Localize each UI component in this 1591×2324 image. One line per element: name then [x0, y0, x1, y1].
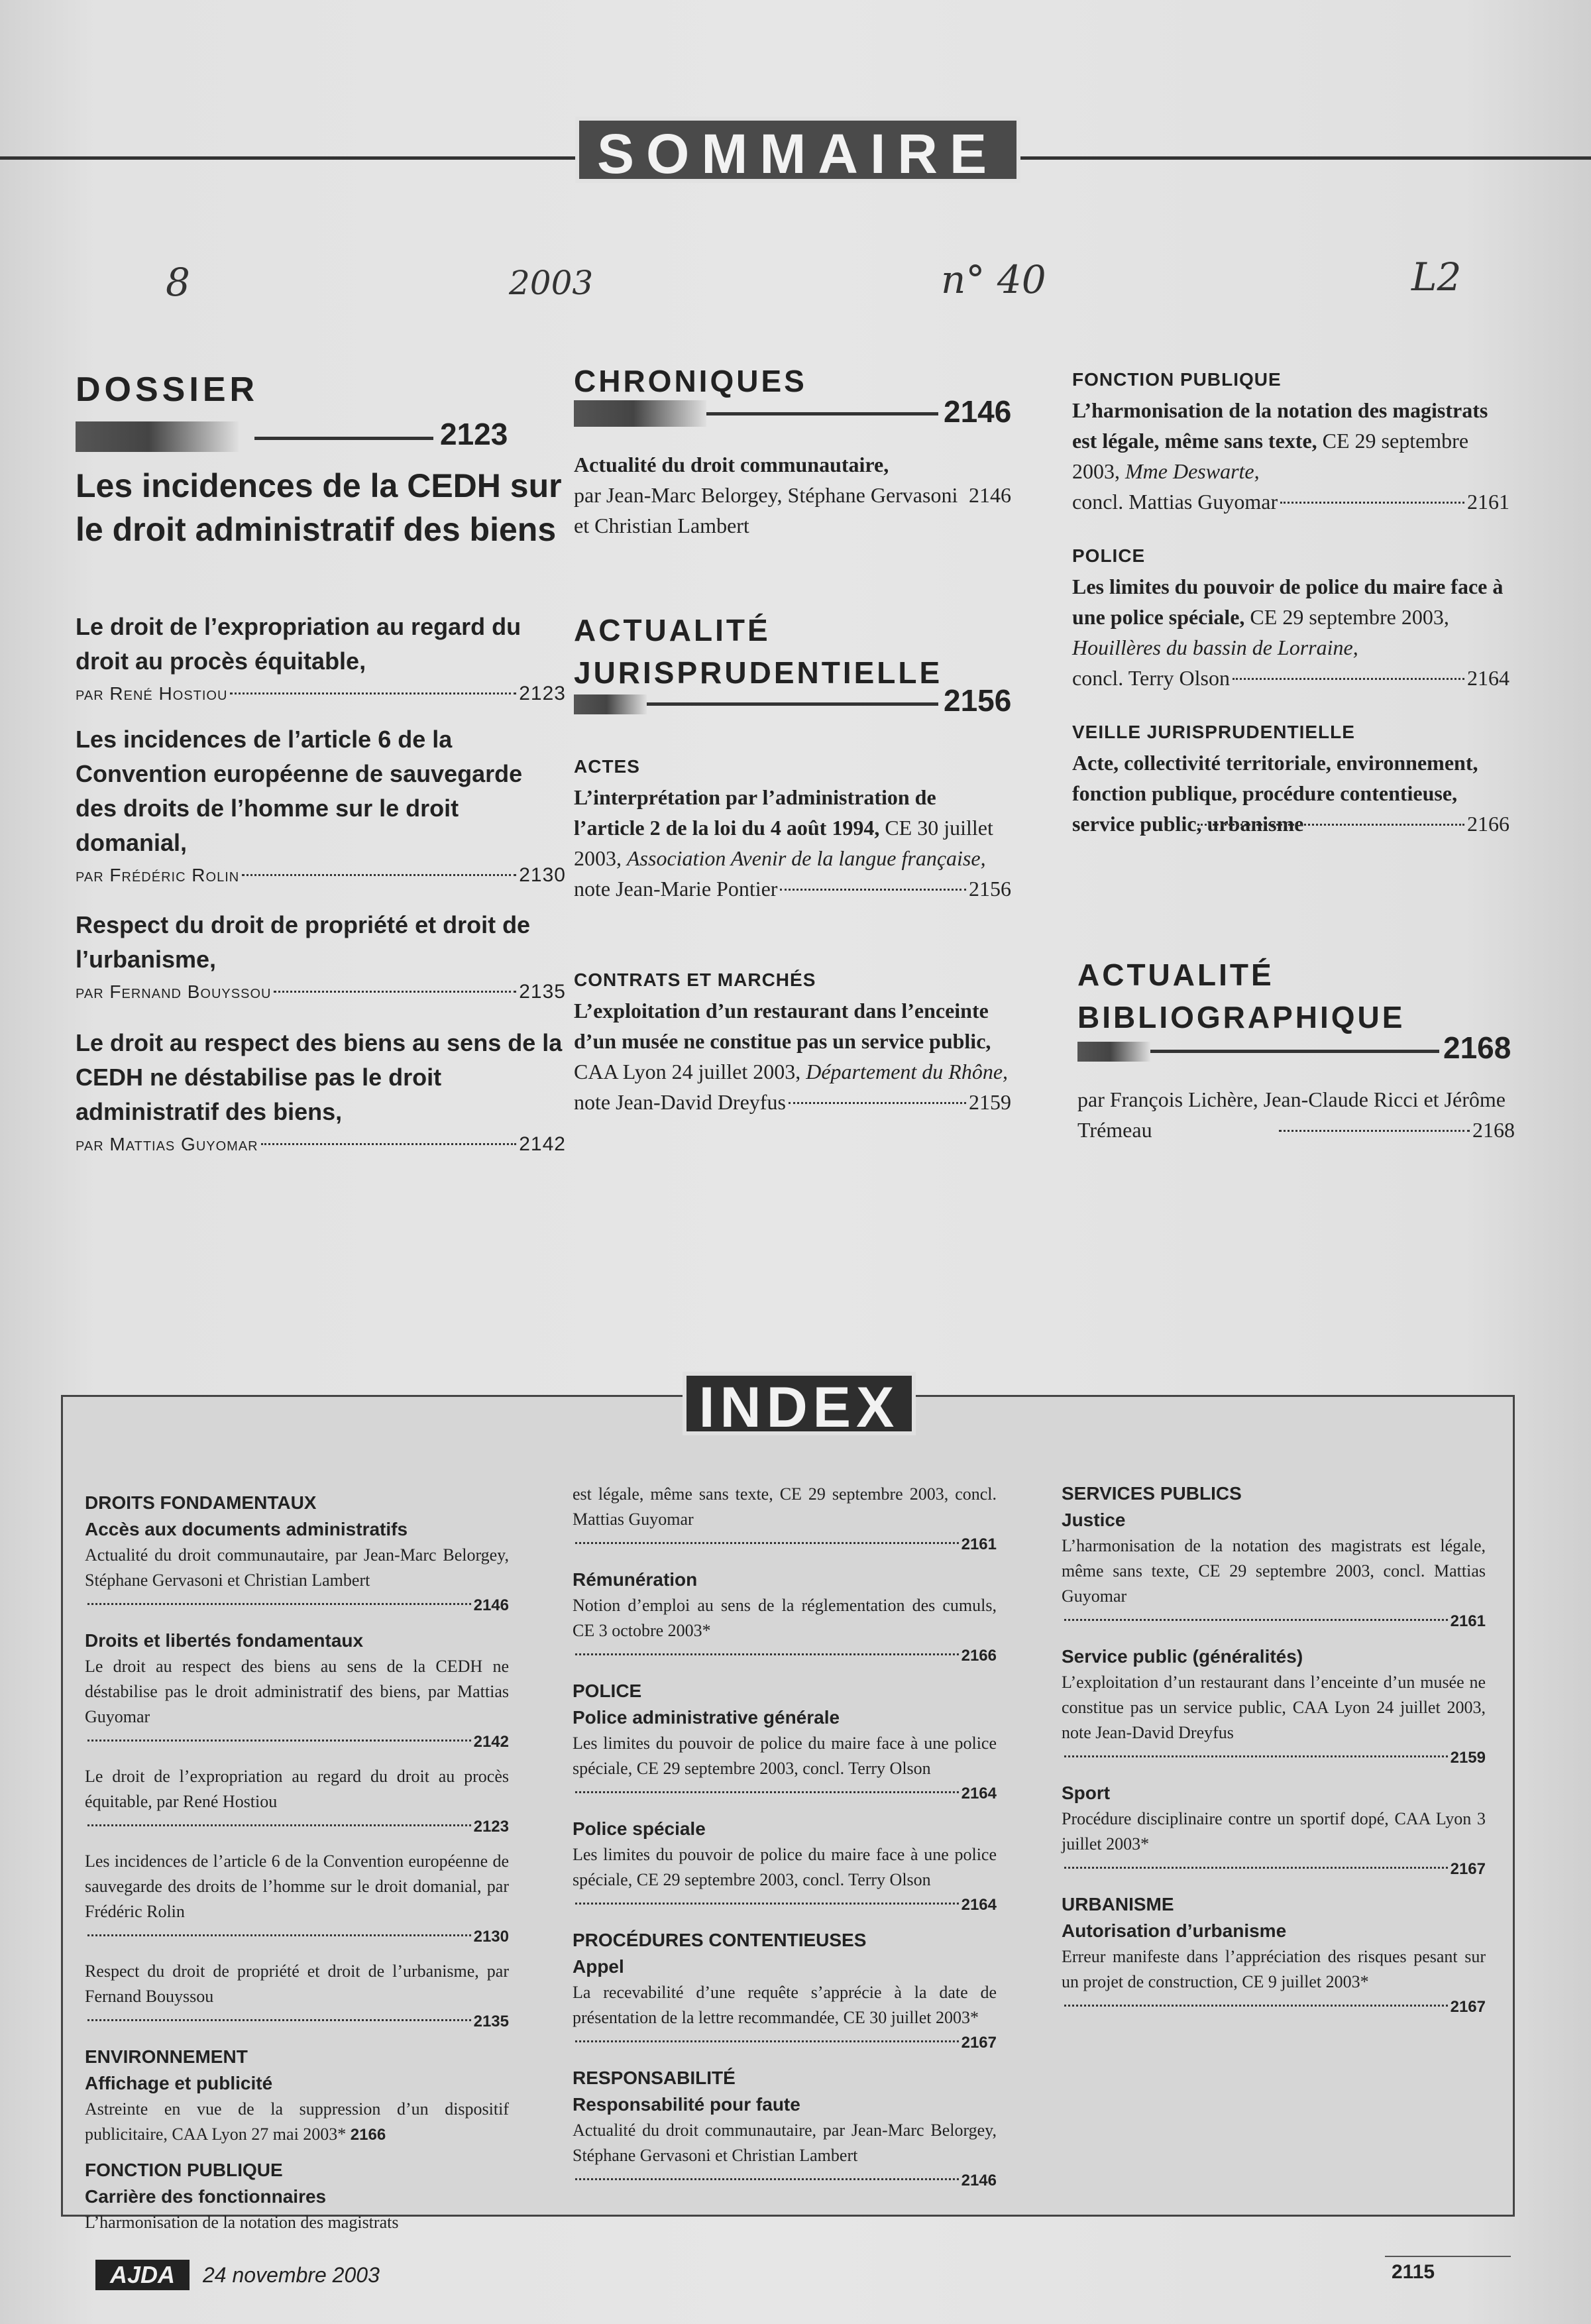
index-page: 2130	[473, 1928, 509, 1946]
entry-page: 2146	[969, 483, 1011, 507]
entry-note: concl. Terry Olson	[1072, 666, 1230, 690]
index-subcategory: Police administrative générale	[573, 1707, 840, 1728]
index-page: 2135	[473, 2013, 509, 2030]
index-page: 2159	[1450, 1749, 1486, 1767]
entry-category: VEILLE JURISPRUDENTIELLE	[1072, 722, 1355, 742]
entry-party: Mme Deswarte,	[1125, 459, 1260, 483]
jurisprudence-entry-1[interactable]	[574, 751, 1011, 904]
chroniques-entry[interactable]	[574, 449, 1011, 541]
index-column-1	[85, 1482, 509, 2244]
index-text: Le droit au respect des biens au sens de la CEDH ne déstabilise pas le droit administratif des biens, par Mattias Guyomar	[85, 1657, 509, 1726]
index-page: 2166	[350, 2126, 386, 2144]
entry-title: Acte, collectivité territoriale, environnement, fonction publique, procédure contentieuse, service public, urbanisme	[1072, 751, 1478, 836]
index-entry[interactable]	[1062, 1643, 1486, 1771]
index-category: FONCTION PUBLIQUE	[85, 2160, 283, 2180]
entry-party: Association Avenir de la langue française,	[627, 846, 986, 870]
dossier-article-4[interactable]	[76, 1026, 566, 1160]
biblio-bar	[1077, 1042, 1150, 1062]
index-text: Respect du droit de propriété et droit de l’urbanisme, par Fernand Bouyssou	[85, 1962, 509, 2006]
jurisprudence-bar	[574, 694, 647, 714]
index-subcategory: Accès aux documents administratifs	[85, 1519, 408, 1539]
journal-logo: AJDA	[95, 2260, 190, 2290]
index-subcategory: Appel	[573, 1956, 624, 1977]
index-subcategory: Responsabilité pour faute	[573, 2094, 800, 2115]
issue-date: 24 novembre 2003	[203, 2263, 380, 2287]
jurisprudence-label-1: ACTUALITÉ	[574, 613, 771, 647]
dossier-article-1[interactable]	[76, 610, 566, 709]
index-subcategory: Sport	[1062, 1783, 1111, 1803]
index-page: 2167	[961, 2034, 997, 2052]
dossier-headline: Les incidences de la CEDH sur le droit administratif des biens	[76, 467, 562, 548]
index-page: 2164	[961, 1785, 997, 1802]
entry-authors: par Jean-Marc Belorgey, Stéphane Gervasoni et Christian Lambert	[574, 483, 958, 537]
index-page: 2146	[961, 2172, 997, 2189]
index-text: Le droit de l’expropriation au regard du droit au procès équitable, par René Hostiou	[85, 1767, 509, 1811]
entry-party: Département du Rhône,	[806, 1060, 1009, 1083]
index-page: 2167	[1450, 1998, 1486, 2016]
article-page: 2135	[519, 981, 566, 1003]
index-entry[interactable]	[85, 1959, 509, 2034]
index-subcategory: Affichage et publicité	[85, 2073, 273, 2093]
index-text: est légale, même sans texte, CE 29 septembre 2003, concl. Mattias Guyomar	[573, 1484, 997, 1529]
entry-party: Houillères du bassin de Lorraine,	[1072, 636, 1358, 659]
entry-page: 2156	[969, 877, 1011, 901]
index-text: Actualité du droit communautaire, par Jean-Marc Belorgey, Stéphane Gervasoni et Christian Lambert	[85, 1545, 509, 1590]
jurisprudence-entry-2[interactable]	[574, 965, 1011, 1117]
index-category: DROITS FONDAMENTAUX	[85, 1492, 317, 1513]
biblio-page: 2168	[1443, 1030, 1511, 1065]
index-entry[interactable]	[1062, 1891, 1486, 2020]
jurisprudence-rule	[647, 702, 938, 706]
dossier-bar	[76, 421, 239, 452]
entry-title: Les limites du pouvoir de police du maire face à une police spéciale,	[1072, 575, 1504, 629]
index-page: 2146	[473, 1596, 509, 1614]
index-page: 2167	[1450, 1860, 1486, 1878]
right-entry-3[interactable]	[1072, 717, 1509, 839]
index-subcategory: Autorisation d’urbanisme	[1062, 1920, 1287, 1941]
entry-note: note Jean-David Dreyfus	[574, 1090, 786, 1114]
jurisprudence-page: 2156	[944, 683, 1012, 718]
index-entry[interactable]	[85, 1764, 509, 1840]
chroniques-bar	[574, 400, 706, 427]
entry-category: CONTRATS ET MARCHÉS	[574, 969, 816, 990]
entry-page: 2161	[1467, 490, 1509, 514]
entry-ref: CE 30 juillet 2003,	[574, 816, 993, 870]
index-subcategory: Rémunération	[573, 1569, 698, 1590]
index-entry[interactable]	[573, 1927, 997, 2056]
handwriting-note-4: L2	[1411, 254, 1462, 300]
article-page: 2123	[519, 683, 566, 704]
biblio-entry[interactable]	[1077, 1084, 1515, 1145]
entry-authors: par François Lichère, Jean-Claude Ricci et Jérôme Trémeau	[1077, 1087, 1506, 1142]
dossier-label: DOSSIER	[76, 370, 259, 409]
index-category: POLICE	[573, 1681, 642, 1701]
entry-category: FONCTION PUBLIQUE	[1072, 369, 1282, 390]
index-subcategory: Service public (généralités)	[1062, 1646, 1303, 1667]
entry-page: 2168	[1472, 1118, 1515, 1142]
entry-ref: CAA Lyon 24 juillet 2003,	[574, 1060, 801, 1083]
dossier-rule	[254, 437, 433, 440]
index-text: Procédure disciplinaire contre un sportif dopé, CAA Lyon 3 juillet 2003*	[1062, 1809, 1486, 1854]
article-author: par Frédéric Rolin	[76, 865, 240, 885]
dossier-article-2[interactable]	[76, 722, 566, 891]
article-author: par Fernand Bouyssou	[76, 981, 272, 1002]
article-page: 2130	[519, 864, 566, 886]
index-category: RESPONSABILITÉ	[573, 2068, 736, 2088]
article-page: 2142	[519, 1133, 566, 1155]
index-subcategory: Droits et libertés fondamentaux	[85, 1630, 364, 1651]
index-text: L’harmonisation de la notation des magistrats est légale, même sans texte, CE 29 septembre 2003, concl. Mattias Guyomar	[1062, 1536, 1486, 1606]
sommaire-title: SOMMAIRE	[575, 117, 1020, 183]
article-title: Le droit de l’expropriation au regard du droit au procès équitable,	[76, 613, 521, 675]
index-text: L’exploitation d’un restaurant dans l’enceinte d’un musée ne constitue pas un service public, CAA Lyon 24 juillet 2003, note Jean-David Dreyfus	[1062, 1673, 1486, 1742]
article-title: Le droit au respect des biens au sens de la CEDH ne déstabilise pas le droit administratif des biens,	[76, 1029, 563, 1125]
index-subcategory: Carrière des fonctionnaires	[85, 2186, 327, 2207]
page-number: 2115	[1392, 2261, 1435, 2283]
entry-category: ACTES	[574, 756, 640, 777]
index-subcategory: Police spéciale	[573, 1818, 706, 1839]
index-page: 2161	[1450, 1612, 1486, 1630]
footer-rule	[1385, 2256, 1511, 2257]
chroniques-label: CHRONIQUES	[574, 364, 807, 398]
entry-title: Actualité du droit communautaire,	[574, 453, 889, 476]
index-title: INDEX	[683, 1372, 916, 1435]
article-author: par René Hostiou	[76, 683, 228, 704]
biblio-label-1: ACTUALITÉ	[1077, 958, 1274, 992]
index-entry[interactable]	[85, 1628, 509, 1755]
entry-page: 2159	[969, 1090, 1011, 1114]
right-entry-1[interactable]	[1072, 364, 1509, 517]
article-title: Respect du droit de propriété et droit de l’urbanisme,	[76, 911, 531, 973]
article-title: Les incidences de l’article 6 de la Convention européenne de sauvegarde des droits de l’homme sur le droit domanial,	[76, 726, 523, 856]
index-subcategory: Justice	[1062, 1510, 1126, 1530]
entry-ref: CE 29 septembre 2003,	[1250, 605, 1449, 629]
entry-category: POLICE	[1072, 545, 1146, 566]
index-text: La recevabilité d’une requête s’apprécie à la date de présentation de la lettre recommandée, CE 30 juillet 2003*	[573, 1983, 997, 2027]
index-category: PROCÉDURES CONTENTIEUSES	[573, 1930, 867, 1950]
index-category: SERVICES PUBLICS	[1062, 1483, 1242, 1504]
index-entry[interactable]	[1062, 1780, 1486, 1882]
index-page: 2123	[473, 1818, 509, 1836]
index-column-2	[573, 1482, 997, 2203]
entry-title: L’interprétation par l’administration de l’article 2 de la loi du 4 août 1994,	[574, 785, 936, 840]
dossier-page: 2123	[440, 417, 508, 451]
index-column-3	[1062, 1472, 1486, 2029]
index-category: URBANISME	[1062, 1894, 1174, 1914]
handwriting-note-1: 8	[166, 260, 190, 305]
index-text: L’harmonisation de la notation des magistrats	[85, 2213, 399, 2232]
index-entry[interactable]	[573, 1816, 997, 1918]
right-entry-2[interactable]	[1072, 541, 1509, 693]
index-entry[interactable]	[85, 1849, 509, 1950]
entry-title: L’exploitation d’un restaurant dans l’enceinte d’un musée ne constitue pas un service public,	[574, 999, 991, 1053]
index-entry[interactable]	[573, 2065, 997, 2193]
index-text: Notion d’emploi au sens de la réglementation des cumuls, CE 3 octobre 2003*	[573, 1596, 997, 1640]
entry-ref: CE 29 septembre 2003,	[1072, 429, 1469, 483]
index-category: ENVIRONNEMENT	[85, 2046, 248, 2067]
entry-note: concl. Mattias Guyomar	[1072, 490, 1278, 514]
index-entry[interactable]	[573, 1567, 997, 1669]
index-entry[interactable]	[573, 1482, 997, 1557]
entry-note: note Jean-Marie Pontier	[574, 877, 778, 901]
entry-page: 2166	[1467, 812, 1509, 836]
index-page: 2166	[961, 1647, 997, 1665]
chroniques-rule	[706, 412, 938, 415]
index-entry[interactable]	[85, 2044, 509, 2148]
index-text: Erreur manifeste dans l’appréciation des risques pesant sur un projet de construction, CE 9 juillet 2003*	[1062, 1947, 1486, 1991]
handwriting-note-2: 2003	[509, 264, 594, 302]
index-entry[interactable]	[573, 1678, 997, 1806]
index-text: Les limites du pouvoir de police du maire face à une police spéciale, CE 29 septembre 2003, concl. Terry Olson	[573, 1845, 997, 1889]
index-page: 2164	[961, 1896, 997, 1914]
index-page: 2142	[473, 1733, 509, 1751]
index-entry[interactable]	[85, 1490, 509, 1618]
entry-title: L’harmonisation de la notation des magistrats est légale, même sans texte,	[1072, 398, 1488, 453]
jurisprudence-label-2: JURISPRUDENTIELLE	[574, 655, 943, 690]
index-page: 2161	[961, 1535, 997, 1553]
index-entry[interactable]	[1062, 1480, 1486, 1634]
article-author: par Mattias Guyomar	[76, 1134, 258, 1154]
handwriting-note-3: n° 40	[941, 257, 1046, 302]
entry-page: 2164	[1467, 666, 1509, 690]
index-text: Les incidences de l’article 6 de la Convention européenne de sauvegarde des droits de l’homme sur le droit domanial, par Frédéric Rolin	[85, 1852, 509, 1921]
index-text: Actualité du droit communautaire, par Jean-Marc Belorgey, Stéphane Gervasoni et Christian Lambert	[573, 2121, 997, 2165]
chroniques-page: 2146	[944, 394, 1012, 429]
dossier-article-3[interactable]	[76, 908, 566, 1007]
index-text: Les limites du pouvoir de police du maire face à une police spéciale, CE 29 septembre 2003, concl. Terry Olson	[573, 1734, 997, 1778]
biblio-label-2: BIBLIOGRAPHIQUE	[1077, 1000, 1405, 1034]
index-text: Astreinte en vue de la suppression d’un dispositif publicitaire, CAA Lyon 27 mai 2003*	[85, 2099, 509, 2144]
biblio-rule	[1150, 1050, 1439, 1053]
index-entry[interactable]	[85, 2157, 509, 2235]
